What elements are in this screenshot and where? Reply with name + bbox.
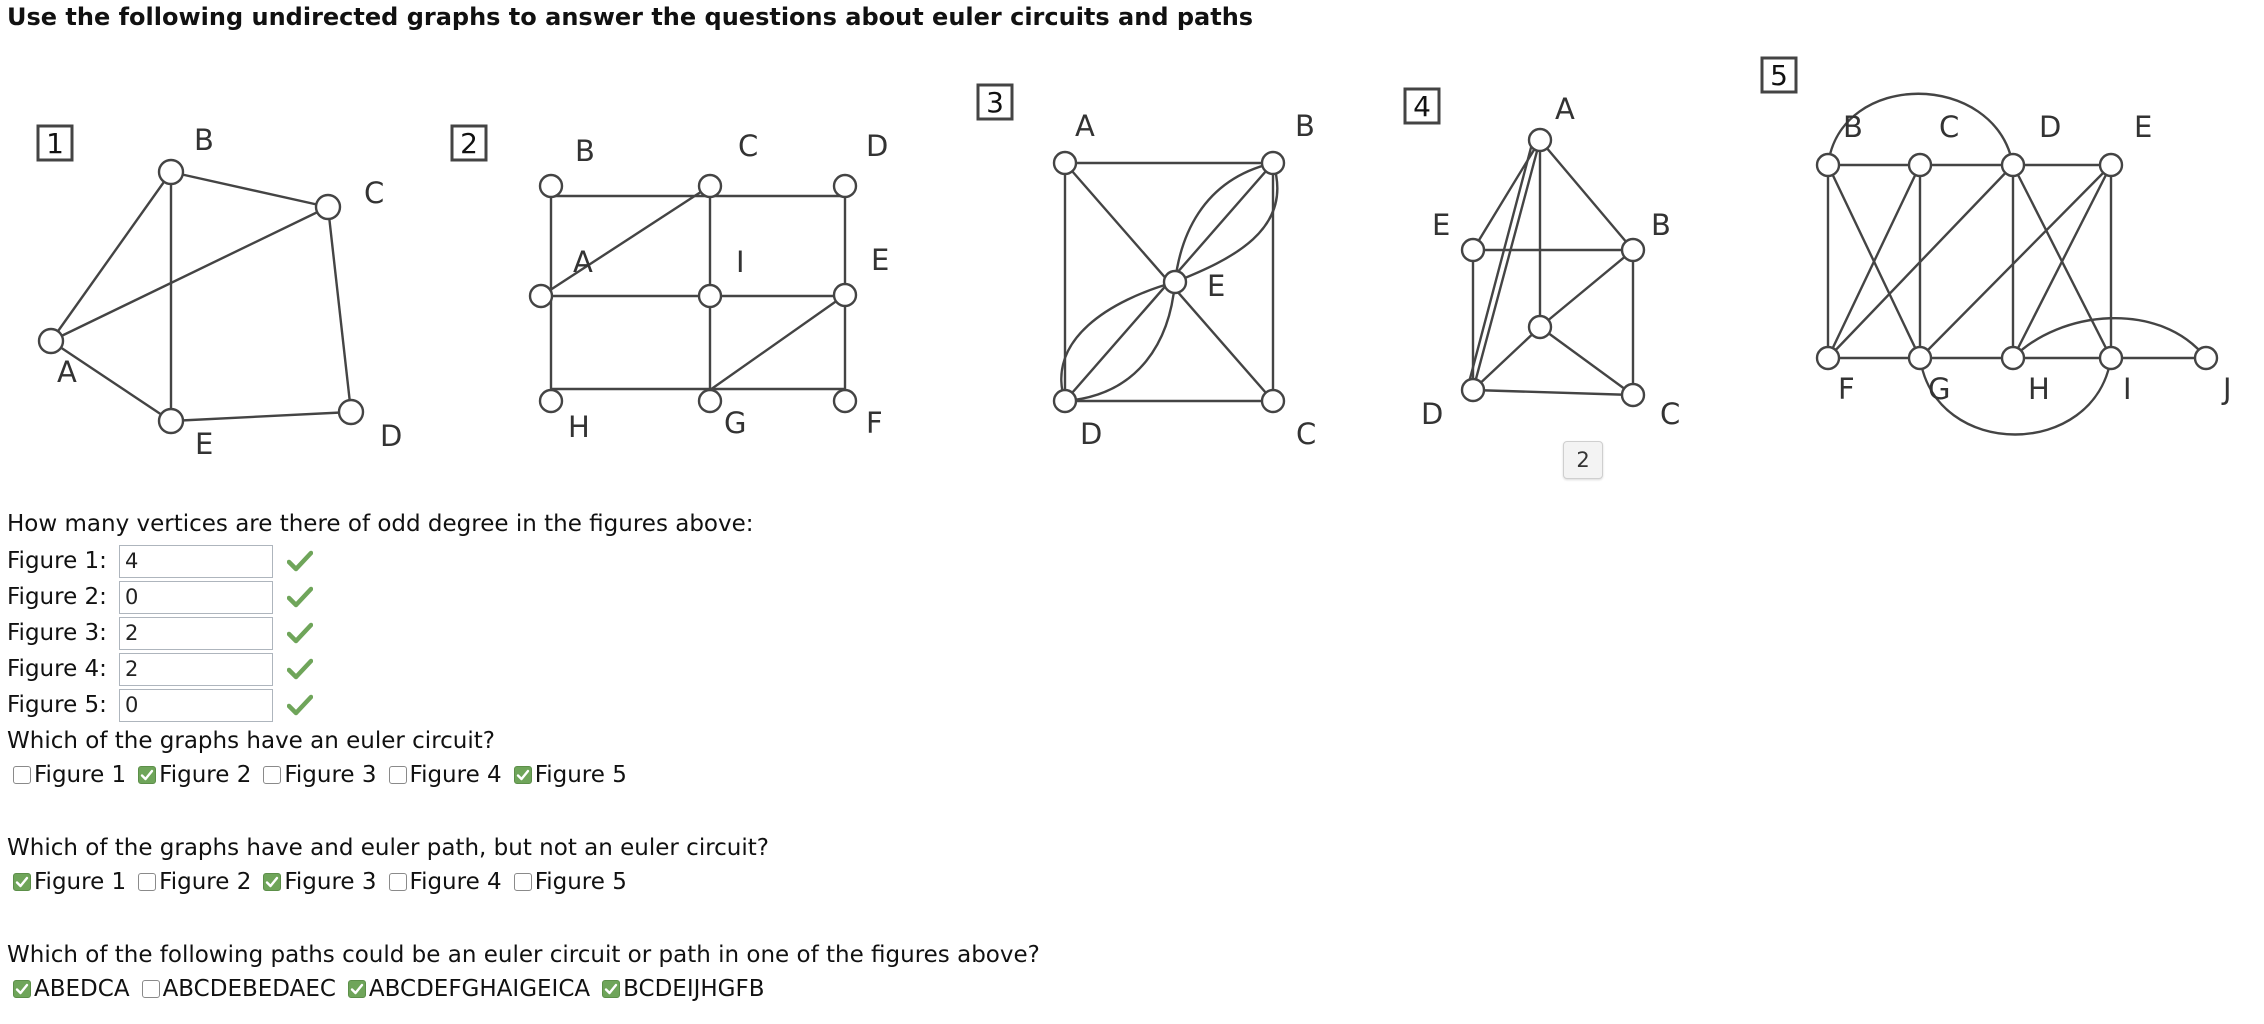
- euler-circuit-options: [13, 760, 639, 790]
- option-label: Figure 1: [34, 869, 127, 895]
- f2-node-b: [540, 175, 562, 197]
- f2-label-a: A: [573, 245, 593, 279]
- path-option-figure-1[interactable]: [13, 869, 126, 895]
- sequence-option-3[interactable]: [348, 976, 590, 1002]
- figure-5-answer-row: [7, 688, 313, 722]
- figure-5-answer-label: Figure 5:: [7, 692, 107, 718]
- checkbox[interactable]: [514, 766, 532, 784]
- f1-edge-ab: [51, 172, 171, 341]
- f5-label-f: F: [1838, 372, 1855, 406]
- f2-node-f: [834, 390, 856, 412]
- f3-label-d: D: [1080, 417, 1103, 451]
- circuit-option-figure-5[interactable]: [514, 762, 627, 788]
- f2-node-d: [834, 175, 856, 197]
- f1-edge-bc: [171, 172, 328, 207]
- f5-node-h: [2002, 347, 2024, 369]
- f1-node-e: [159, 409, 183, 433]
- circuit-option-figure-3[interactable]: [263, 762, 376, 788]
- figure-1-number: 1: [46, 127, 64, 160]
- f3-label-c: C: [1296, 417, 1317, 451]
- figure-2-graph: [452, 126, 856, 412]
- page-title: Use the following undirected graphs to answer the questions about euler circuits and paths: [7, 3, 1254, 31]
- correct-check-icon: [287, 693, 313, 717]
- f4-node-c: [1622, 384, 1644, 406]
- f1-label-b: B: [194, 123, 214, 157]
- f5-label-e: E: [2134, 110, 2153, 144]
- option-label: Figure 4: [409, 869, 502, 895]
- f3-label-a: A: [1075, 109, 1095, 143]
- figure-5-number: 5: [1770, 59, 1788, 92]
- figure-3-answer-label: Figure 3:: [7, 620, 107, 646]
- option-label: ABCDEFGHAIGEICA: [368, 976, 591, 1002]
- correct-check-icon: [287, 657, 313, 681]
- figure-1-answer-row: [7, 544, 313, 578]
- f2-label-d: D: [866, 129, 889, 163]
- f1-label-a: A: [57, 355, 77, 389]
- checkbox[interactable]: [138, 766, 156, 784]
- f5-node-d: [2002, 154, 2024, 176]
- checkbox[interactable]: [514, 873, 532, 891]
- f5-label-b: B: [1843, 110, 1863, 144]
- f4-node-b: [1622, 239, 1644, 261]
- f4-node-d: [1462, 379, 1484, 401]
- f3-label-b: B: [1295, 109, 1315, 143]
- sequence-option-4[interactable]: [602, 976, 764, 1002]
- figure-2-number: 2: [460, 127, 478, 160]
- f2-label-i: I: [736, 245, 745, 279]
- checkbox[interactable]: [348, 980, 366, 998]
- f5-node-e: [2100, 154, 2122, 176]
- correct-check-icon: [287, 621, 313, 645]
- figure-4-answer-input[interactable]: [119, 653, 273, 686]
- f1-node-a: [39, 329, 63, 353]
- f1-edge-cd: [328, 207, 351, 412]
- option-label: Figure 5: [534, 869, 627, 895]
- checkbox[interactable]: [389, 766, 407, 784]
- f3-node-a: [1054, 152, 1076, 174]
- f1-label-e: E: [195, 427, 214, 461]
- figure-4-number: 4: [1413, 90, 1431, 123]
- f2-label-f: F: [866, 406, 883, 440]
- option-label: Figure 3: [284, 869, 377, 895]
- correct-check-icon: [287, 585, 313, 609]
- checkbox[interactable]: [389, 873, 407, 891]
- f2-node-a: [530, 285, 552, 307]
- euler-path-options: [13, 867, 639, 897]
- figure-2-answer-input[interactable]: [119, 581, 273, 614]
- graph-figures: [0, 40, 2264, 490]
- circuit-option-figure-1[interactable]: [13, 762, 126, 788]
- figure-4-answer-row: [7, 652, 313, 686]
- f1-node-d: [339, 400, 363, 424]
- option-label: Figure 5: [534, 762, 627, 788]
- f5-label-i: I: [2123, 372, 2132, 406]
- checkbox[interactable]: [263, 766, 281, 784]
- sequence-option-2[interactable]: [142, 976, 336, 1002]
- f1-edge-ac: [51, 207, 328, 341]
- question-euler-sequences: Which of the following paths could be an euler circuit or path in one of the figures above?: [7, 942, 1040, 968]
- figure-3-number: 3: [986, 86, 1004, 119]
- figure-4-answer-label: Figure 4:: [7, 656, 107, 682]
- f4-node-a: [1529, 129, 1551, 151]
- f5-node-f: [1817, 347, 1839, 369]
- option-label: BCDEIJHGFB: [623, 976, 765, 1002]
- f5-node-c: [1909, 154, 1931, 176]
- checkbox[interactable]: [13, 873, 31, 891]
- f3-node-c: [1262, 390, 1284, 412]
- f5-label-h: H: [2028, 372, 2050, 406]
- figure-2-answer-row: [7, 580, 313, 614]
- f1-label-d: D: [380, 419, 403, 453]
- circuit-option-figure-2[interactable]: [138, 762, 251, 788]
- euler-sequence-options: [13, 974, 777, 1004]
- figure-3-graph: [978, 85, 1284, 412]
- figure-3-answer-input[interactable]: [119, 617, 273, 650]
- f2-label-b: B: [575, 134, 595, 168]
- figure-1-graph: [38, 126, 363, 433]
- circuit-option-figure-4[interactable]: [389, 762, 502, 788]
- path-option-figure-5[interactable]: [514, 869, 627, 895]
- f2-label-h: H: [568, 410, 590, 444]
- option-label: Figure 2: [159, 762, 252, 788]
- question-euler-path: Which of the graphs have and euler path, but not an euler circuit?: [7, 835, 769, 861]
- f2-label-e: E: [871, 243, 890, 277]
- f5-node-g: [1909, 347, 1931, 369]
- f3-node-d: [1054, 390, 1076, 412]
- f4-label-b: B: [1651, 208, 1671, 242]
- checkbox[interactable]: [138, 873, 156, 891]
- f5-node-j: [2195, 347, 2217, 369]
- f5-node-b: [1817, 154, 1839, 176]
- option-label: Figure 4: [409, 762, 502, 788]
- f3-node-e: [1164, 271, 1186, 293]
- option-label: ABEDCA: [34, 976, 130, 1002]
- f5-label-c: C: [1939, 110, 1960, 144]
- figure-5-answer-input[interactable]: [119, 689, 273, 722]
- figure-3-answer-row: [7, 616, 313, 650]
- f4-node-center: [1529, 316, 1551, 338]
- f5-label-g: G: [1928, 372, 1951, 406]
- f3-node-b: [1262, 152, 1284, 174]
- f2-node-g: [699, 390, 721, 412]
- checkbox[interactable]: [142, 980, 160, 998]
- f4-node-e: [1462, 239, 1484, 261]
- figure-2-answer-label: Figure 2:: [7, 584, 107, 610]
- f5-label-d: D: [2039, 110, 2062, 144]
- figure-1-answer-label: Figure 1:: [7, 548, 107, 574]
- f4-label-d: D: [1421, 397, 1444, 431]
- checkbox[interactable]: [13, 980, 31, 998]
- f5-node-i: [2100, 347, 2122, 369]
- figure-4-graph: [1405, 89, 1644, 406]
- f1-node-c: [316, 195, 340, 219]
- figure-1-answer-input[interactable]: [119, 545, 273, 578]
- f2-label-c: C: [738, 129, 759, 163]
- path-option-figure-2[interactable]: [138, 869, 251, 895]
- f2-label-g: G: [724, 406, 747, 440]
- correct-check-icon: [287, 549, 313, 573]
- f3-label-e: E: [1207, 269, 1226, 303]
- question-odd-degree: How many vertices are there of odd degree in the figures above:: [7, 511, 754, 537]
- checkbox[interactable]: [602, 980, 620, 998]
- f1-edge-ed: [171, 412, 351, 421]
- f2-node-h: [540, 390, 562, 412]
- f4-label-a: A: [1555, 92, 1575, 126]
- f2-node-e: [834, 284, 856, 306]
- path-option-figure-4[interactable]: [389, 869, 502, 895]
- f5-label-j: J: [2223, 372, 2232, 406]
- option-label: ABCDEBEDAEC: [162, 976, 336, 1002]
- f1-node-b: [159, 160, 183, 184]
- f2-node-i: [699, 285, 721, 307]
- tooltip-badge: 2: [1563, 441, 1603, 479]
- option-label: Figure 3: [284, 762, 377, 788]
- option-label: Figure 2: [159, 869, 252, 895]
- f4-label-e: E: [1432, 208, 1451, 242]
- option-label: Figure 1: [34, 762, 127, 788]
- f4-label-c: C: [1660, 397, 1681, 431]
- f2-node-c: [699, 175, 721, 197]
- path-option-figure-3[interactable]: [263, 869, 376, 895]
- question-euler-circuit: Which of the graphs have an euler circuit?: [7, 728, 495, 754]
- sequence-option-1[interactable]: [13, 976, 130, 1002]
- checkbox[interactable]: [263, 873, 281, 891]
- checkbox[interactable]: [13, 766, 31, 784]
- f1-label-c: C: [364, 176, 385, 210]
